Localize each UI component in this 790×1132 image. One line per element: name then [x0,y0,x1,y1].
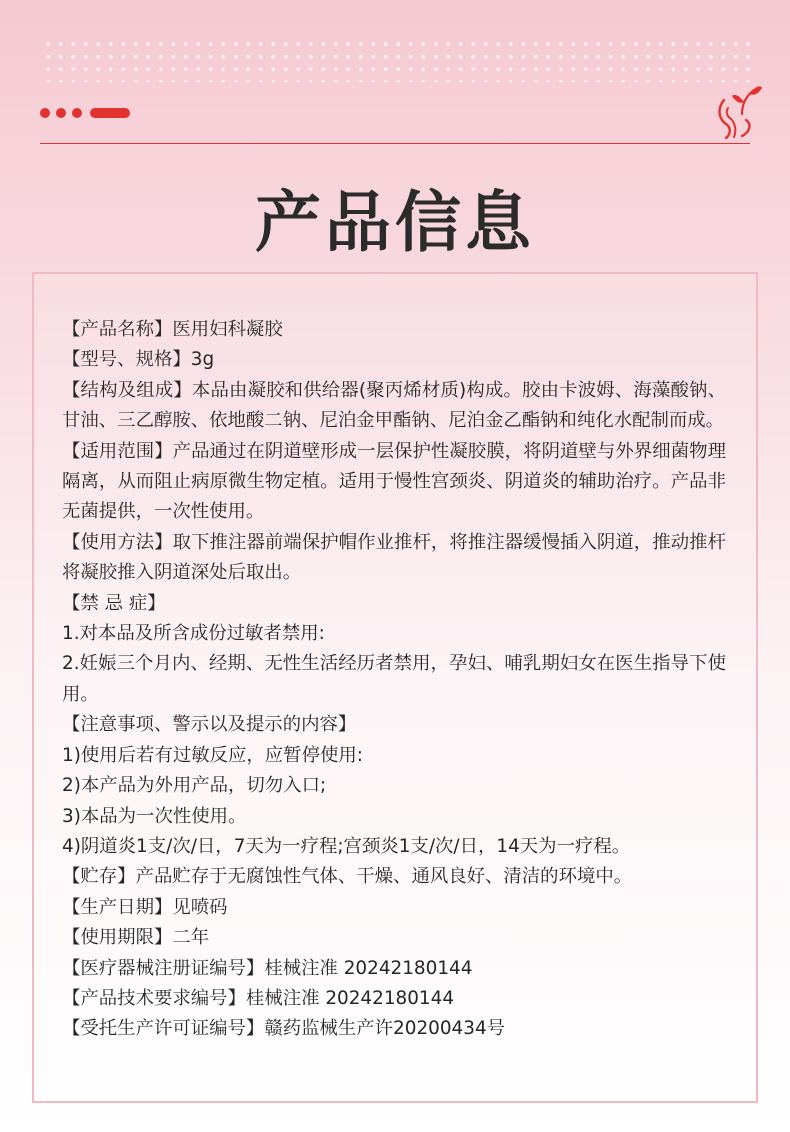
precaution-line [62,802,726,832]
accent-dot [40,108,50,118]
info-text: 桂械注准 20242180144 [245,987,455,1009]
info-label: 【禁 忌 症】 [62,592,166,614]
info-text: 2)本产品为外用产品，切勿入口; [62,775,327,797]
info-text: 赣药监械生产许20200434号 [264,1018,506,1040]
info-text: 1)使用后若有过敏反应，应暂停使用: [62,744,363,766]
info-text: 产品贮存于无腐蚀性气体、干燥、通风良好、清洁的环境中。 [135,866,633,888]
info-text: 2.妊娠三个月内、经期、无性生活经历者禁用，孕妇、哺乳期妇女在医生指导下使用。 [62,653,726,705]
contraindication-line [62,649,726,710]
info-text: 1.对本品及所含成份过敏者禁用: [62,623,325,645]
info-text: 本品由凝胶和供给器(聚丙烯材质)构成。胶由卡波姆、海藻酸钠、甘油、三乙醇胺、依地酸二钠、尼泊金甲酯钠、尼泊金乙酯钠和纯化水配制而成。 [62,379,726,432]
info-label: 【医疗器械注册证编号】 [62,957,265,979]
precaution-line [62,771,726,801]
info-text: 二年 [172,927,210,949]
info-item-production-date [62,893,726,923]
leaf-figure-logo-icon [712,80,764,140]
info-text: 取下推注器前端保护帽作业推杆，将推注器缓慢插入阴道，推动推杆将凝胶推入阴道深处后取出。 [62,531,726,584]
contraindication-line [62,619,726,649]
info-item-composition [62,376,726,437]
accent-bar [90,108,130,118]
info-label: 【使用方法】 [62,531,173,553]
accent-dots-bar [40,107,130,119]
precaution-line [62,741,726,771]
info-item-precautions [62,710,726,740]
info-item-storage [62,862,726,892]
accent-dot [72,108,82,118]
info-label: 【贮存】 [62,866,136,888]
info-item-shelf-life [62,923,726,953]
info-item-contraindications [62,589,726,619]
info-text: 医用妇科凝胶 [172,319,283,340]
product-info-content [62,315,726,1045]
info-item-usage [62,528,726,589]
info-label: 【产品名称】 [62,319,173,340]
info-text: 桂械注准 20242180144 [264,957,473,979]
info-label: 【适用范围】 [62,440,173,462]
info-item-product-name [62,315,726,345]
info-text: 4)阴道炎1支/次/日，7天为一疗程;宫颈炎1支/次/日，14天为一疗程。 [62,835,631,857]
info-item-technical-requirement-number [62,984,726,1014]
info-label: 【受托生产许可证编号】 [62,1018,265,1040]
precaution-line [62,832,726,862]
info-item-registration-number [62,954,726,984]
info-item-model-spec [62,345,726,375]
header-divider [40,143,750,144]
info-item-scope [62,437,726,528]
info-label: 【注意事项、警示以及提示的内容】 [62,714,357,736]
info-label: 【产品技术要求编号】 [62,987,246,1009]
info-item-production-license-number [62,1014,726,1044]
info-text: 产品通过在阴道壁形成一层保护性凝胶膜，将阴道壁与外界细菌物理隔离，从而阻止病原微生物定植。适用于慢性宫颈炎、阴道炎的辅助治疗。产品非无菌提供，一次性使用。 [62,440,726,523]
page-title: 产品信息 [255,184,535,261]
info-label: 【型号、规格】 [62,349,191,371]
accent-dot [56,108,66,118]
decorative-dot-pattern [42,38,752,82]
info-label: 【生产日期】 [62,896,173,918]
info-text: 3)本品为一次性使用。 [62,805,247,827]
info-label: 【结构及组成】 [62,379,192,401]
info-text: 3g [190,349,215,371]
info-text: 见喷码 [172,896,228,918]
info-label: 【使用期限】 [62,927,173,949]
